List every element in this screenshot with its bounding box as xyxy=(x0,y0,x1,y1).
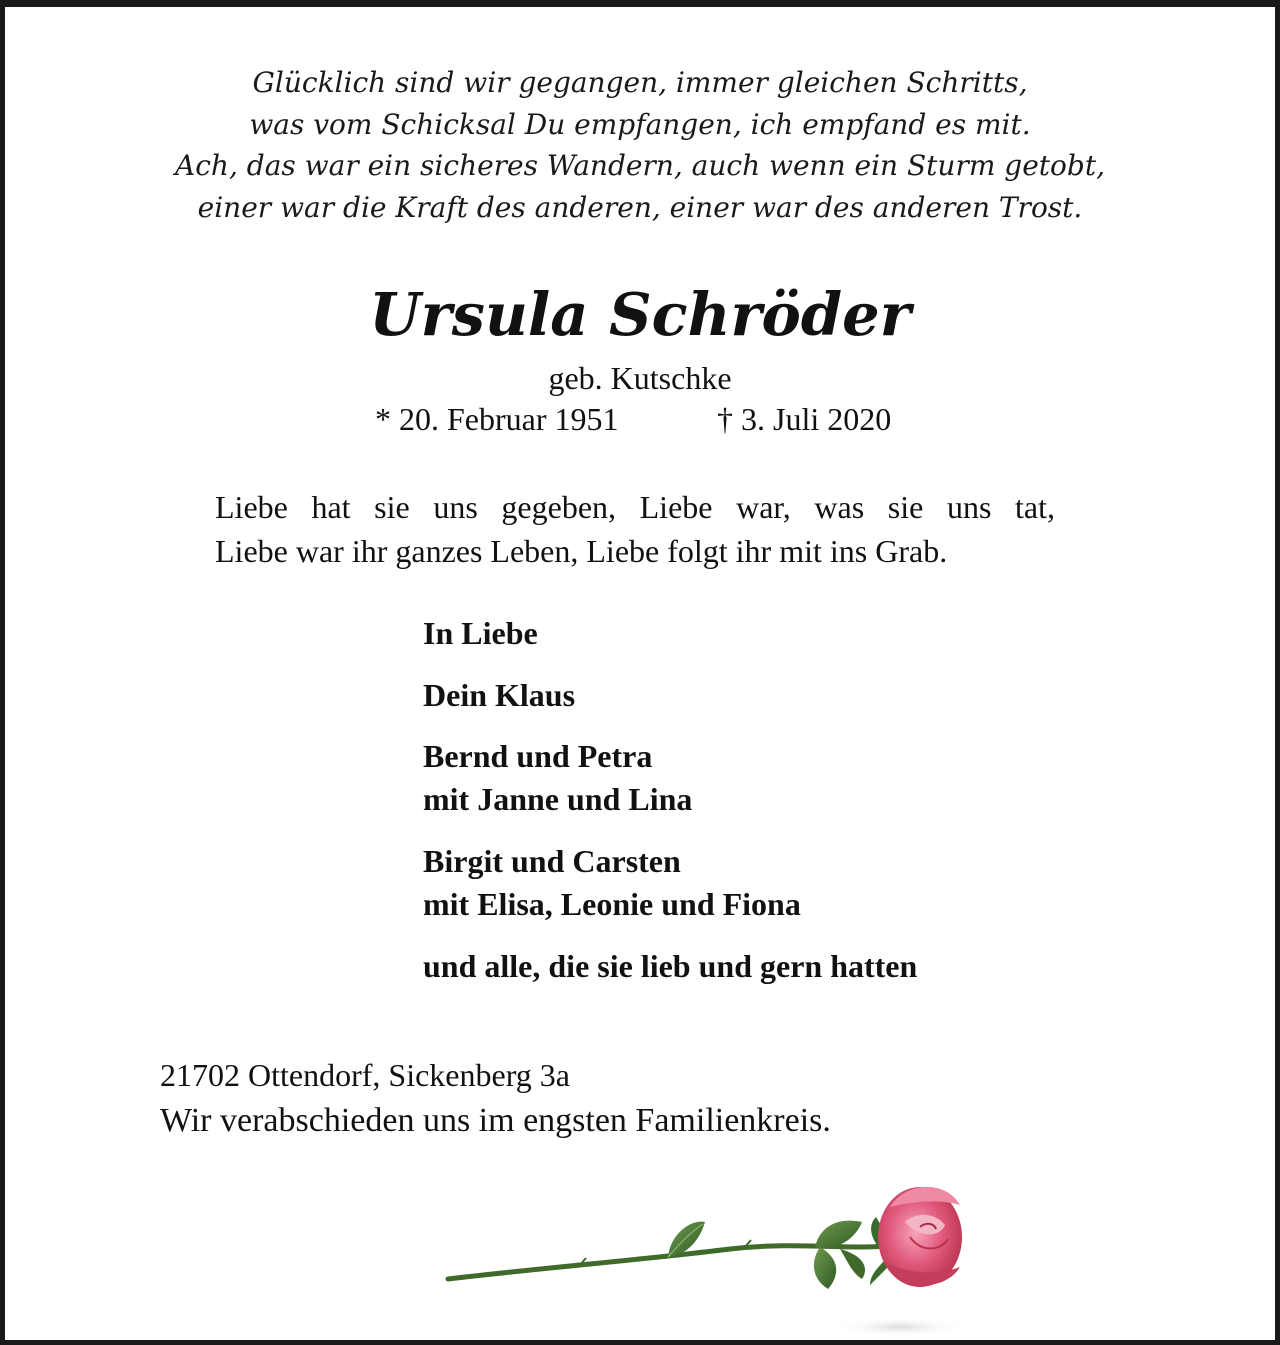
opening-poem xyxy=(5,62,1275,228)
poem-line: was vom Schicksal Du empfangen, ich empfand es mit. xyxy=(249,107,1031,141)
poem-line: Glücklich sind wir gegangen, immer gleichen Schritts, xyxy=(252,66,1028,99)
poem-line: einer war die Kraft des anderen, einer war des anderen Trost. xyxy=(197,190,1083,224)
farewell-note: Wir verabschieden uns im engsten Familienkreis. xyxy=(160,1102,831,1139)
mourner-group-children: mit Janne und Lina xyxy=(423,781,693,817)
birth-name: geb. Kutschke xyxy=(548,360,732,396)
memorial-verse xyxy=(215,485,1055,573)
deceased-name: Ursula Schröder xyxy=(369,280,911,349)
birth-date: * 20. Februar 1951 xyxy=(375,401,619,437)
rose-icon xyxy=(400,1167,990,1345)
poem-line: Ach, das war ein sicheres Wandern, auch wenn ein Sturm getobt, xyxy=(175,149,1105,182)
mourner-group: Birgit und Carsten xyxy=(423,843,681,879)
death-date: † 3. Juli 2020 xyxy=(717,401,892,437)
verse-line: Liebe hat sie uns gegeben, Liebe war, was sie uns tat, xyxy=(215,489,1055,525)
mourner-group: Bernd und Petra xyxy=(423,738,653,774)
address: 21702 Ottendorf, Sickenberg 3a xyxy=(160,1057,570,1093)
mourner-group: und alle, die sie lieb und gern hatten xyxy=(423,948,918,984)
mourners-intro: In Liebe xyxy=(423,615,538,651)
mourner-group-children: mit Elisa, Leonie und Fiona xyxy=(423,886,801,922)
verse-line: Liebe war ihr ganzes Leben, Liebe folgt ihr mit ins Grab. xyxy=(215,533,948,569)
mourner-group: Dein Klaus xyxy=(423,677,576,713)
